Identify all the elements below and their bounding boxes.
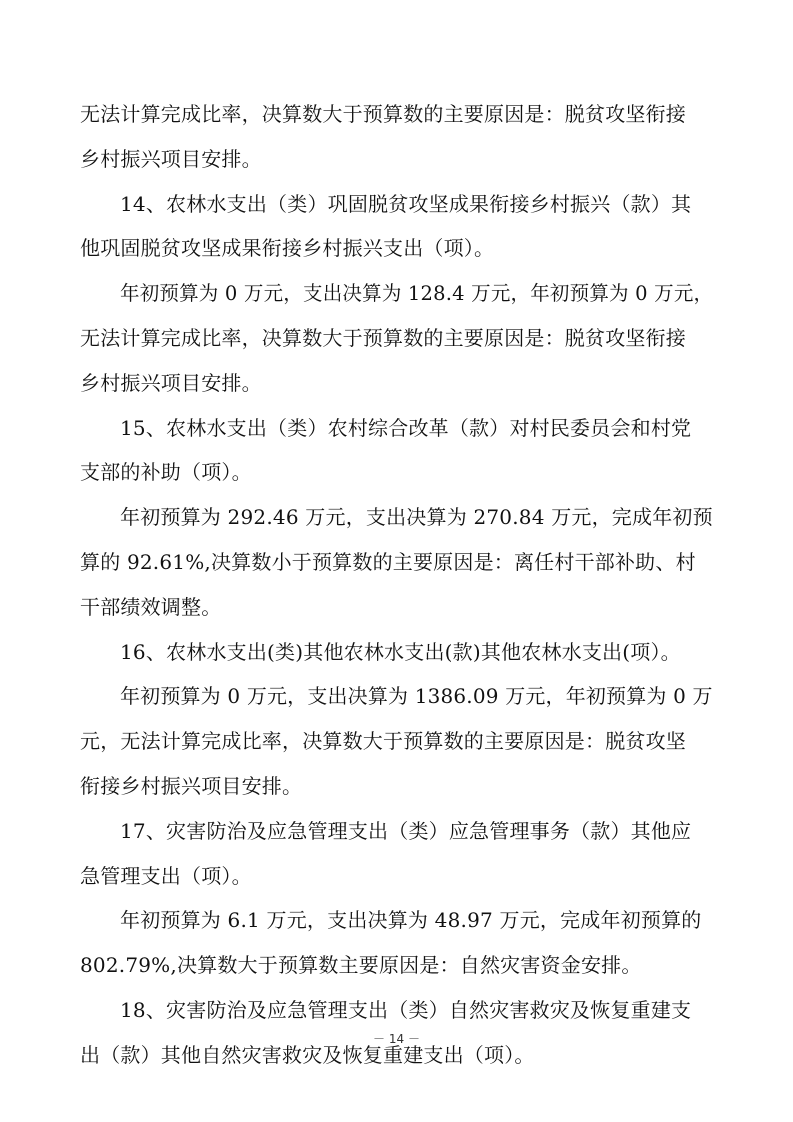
text-line: 14、农林水支出（类）巩固脱贫攻坚成果衔接乡村振兴（款）其 [120,191,692,216]
text-line: 年初预算为 292.46 万元，支出决算为 270.84 万元，完成年初预 [120,505,713,530]
text-line: 乡村振兴项目安排。 [80,370,262,395]
text-line: 元，无法计算完成比率，决算数大于预算数的主要原因是：脱贫攻坚 [80,729,686,754]
page-number: － 14 － [373,1032,420,1046]
text-line: 出（款）其他自然灾害救灾及恢复重建支出（项）。 [80,1042,535,1067]
text-line: 无法计算完成比率，决算数大于预算数的主要原因是：脱贫攻坚衔接 [80,326,686,350]
text-line: 乡村振兴项目安排。 [80,146,262,171]
text-line: 年初预算为 0 万元，支出决算为 128.4 万元，年初预算为 0 万元， [120,281,714,306]
text-line: 17、灾害防治及应急管理支出（类）应急管理事务（款）其他应 [120,818,692,843]
text-line: 急管理支出（项）。 [80,863,252,888]
text-line: 15、农林水支出（类）农村综合改革（款）对村民委员会和村党 [120,415,692,440]
text-line: 衔接乡村振兴项目安排。 [80,774,303,798]
text-line: 算的 92.61%,决算数小于预算数的主要原因是：离任村干部补助、村 [80,550,696,574]
text-line: 16、农林水支出(类)其他农林水支出(款)其他农林水支出(项）。 [120,639,681,664]
text-line: 18、灾害防治及应急管理支出（类）自然灾害救灾及恢复重建支 [120,998,692,1022]
text-line: 802.79%,决算数大于预算数主要原因是：自然灾害资金安排。 [80,953,642,978]
text-line: 年初预算为 6.1 万元，支出决算为 48.97 万元，完成年初预算的 [120,908,702,933]
text-line: 年初预算为 0 万元，支出决算为 1386.09 万元，年初预算为 0 万 [120,684,713,709]
text-line: 他巩固脱贫攻坚成果衔接乡村振兴支出（项）。 [80,236,495,261]
text-line: 无法计算完成比率，决算数大于预算数的主要原因是：脱贫攻坚衔接 [80,102,686,126]
text-line: 支部的补助（项）。 [80,460,252,485]
text-line: 干部绩效调整。 [80,594,222,619]
